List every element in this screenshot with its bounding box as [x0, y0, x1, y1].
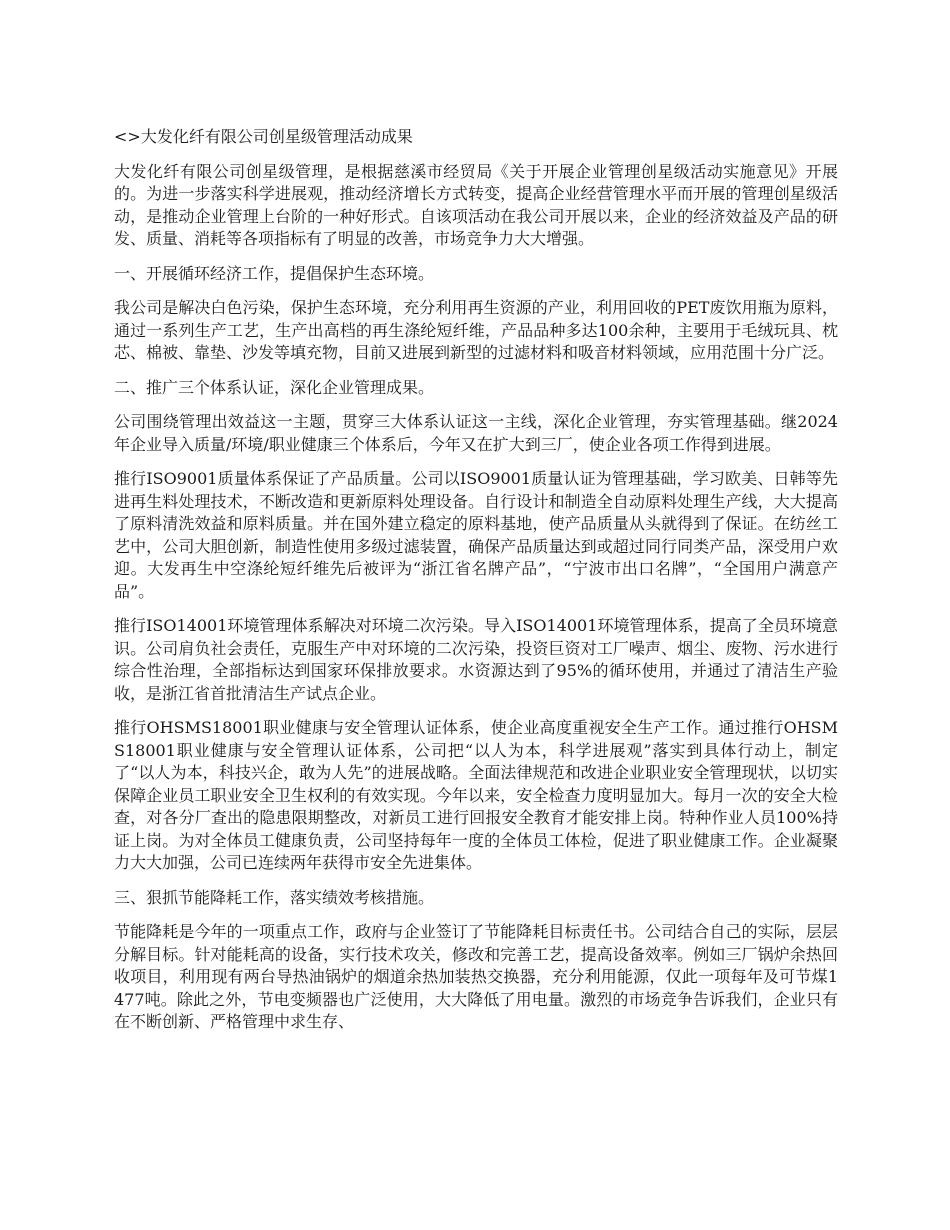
section-heading-1: 一、开展循环经济工作，提倡保护生态环境。 — [114, 263, 435, 283]
body-paragraph: 节能降耗是今年的一项重点工作，政府与企业签订了节能降耗目标责任书。公司结合自己的实际，层层分解目标。针对能耗高的设备，实行技术攻关，修改和完善工艺，提高设备效率。例如三厂锅炉余热回收项目，利用现有两台导热油锅炉的烟道余热加装热交换器，充分利用能源，仅此一项每年及可节煤1477吨。除此之外，节电变频器也广泛使用，大大降低了用电量。激烈的市场竞争告诉我们，企业只有在不断创新、严格管理中求生存、 — [114, 922, 838, 1031]
intro-paragraph: 大发化纤有限公司创星级管理，是根据慈溪市经贸局《关于开展企业管理创星级活动实施意见》开展的。为进一步落实科学进展观，推动经济增长方式转变，提高企业经营管理水平而开展的管理创星级活动，是推动企业管理上台阶的一种好形式。自该项活动在我公司开展以来，企业的经济效益及产品的研发、质量、消耗等各项指标有了明显的改善，市场竞争力大大增强。 — [114, 161, 838, 248]
body-paragraph: 推行OHSMS18001职业健康与安全管理认证体系，使企业高度重视安全生产工作。通过推行OHSMS18001职业健康与安全管理认证体系，公司把“以人为本，科学进展观”落实到具体行动上，制定了“以人为本，科技兴企，敢为人先”的进展战略。全面法律规范和改进企业职业安全管理现状，以切实保障企业员工职业安全卫生权利的有效实现。今年以来，安全检查力度明显加大。每月一次的安全大检查，对各分厂查出的隐患限期整改，对新员工进行回报安全教育才能安排上岗。特种作业人员100%持证上岗。为对全体员工健康负责，公司坚持每年一度的全体员工体检，促进了职业健康工作。企业凝聚力大大加强，公司已连续两年获得市安全先进集体。 — [114, 718, 838, 872]
section-heading-2: 二、推广三个体系认证，深化企业管理成果。 — [114, 377, 435, 397]
body-paragraph: 公司围绕管理出效益这一主题，贯穿三大体系认证这一主线，深化企业管理，夯实管理基础。继2024年企业导入质量/环境/职业健康三个体系后，今年又在扩大到三厂，使企业各项工作得到进展。 — [114, 412, 838, 454]
document-page — [114, 126, 838, 1046]
section-heading-3: 三、狠抓节能降耗工作，落实绩效考核措施。 — [114, 887, 435, 907]
body-paragraph: 我公司是解决白色污染，保护生态环境，充分利用再生资源的产业，利用回收的PET废饮用瓶为原料，通过一系列生产工艺，生产出高档的再生涤纶短纤维，产品品种多达100余种，主要用于毛绒玩具、枕芯、棉被、靠垫、沙发等填充物，目前又进展到新型的过滤材料和吸音材料领域，应用范围十分广泛。 — [114, 298, 838, 362]
body-paragraph: 推行ISO14001环境管理体系解决对环境二次污染。导入ISO14001环境管理体系，提高了全员环境意识。公司肩负社会责任，克服生产中对环境的二次污染，投资巨资对工厂噪声、烟尘、废物、污水进行综合性治理，全部指标达到国家环保排放要求。水资源达到了95%的循环使用，并通过了清洁生产验收，是浙江省首批清洁生产试点企业。 — [114, 616, 838, 703]
body-paragraph: 推行ISO9001质量体系保证了产品质量。公司以ISO9001质量认证为管理基础，学习欧美、日韩等先进再生料处理技术，不断改造和更新原料处理设备。自行设计和制造全自动原料处理生产线，大大提高了原料清洗效益和原料质量。并在国外建立稳定的原料基地，使产品质量从头就得到了保证。在纺丝工艺中，公司大胆创新，制造性使用多级过滤装置，确保产品质量达到或超过同行同类产品，深受用户欢迎。大发再生中空涤纶短纤维先后被评为“浙江省名牌产品”，“宁波市出口名牌”，“全国用户满意产品”。 — [114, 469, 838, 601]
document-title: <>大发化纤有限公司创星级管理活动成果 — [114, 127, 413, 146]
